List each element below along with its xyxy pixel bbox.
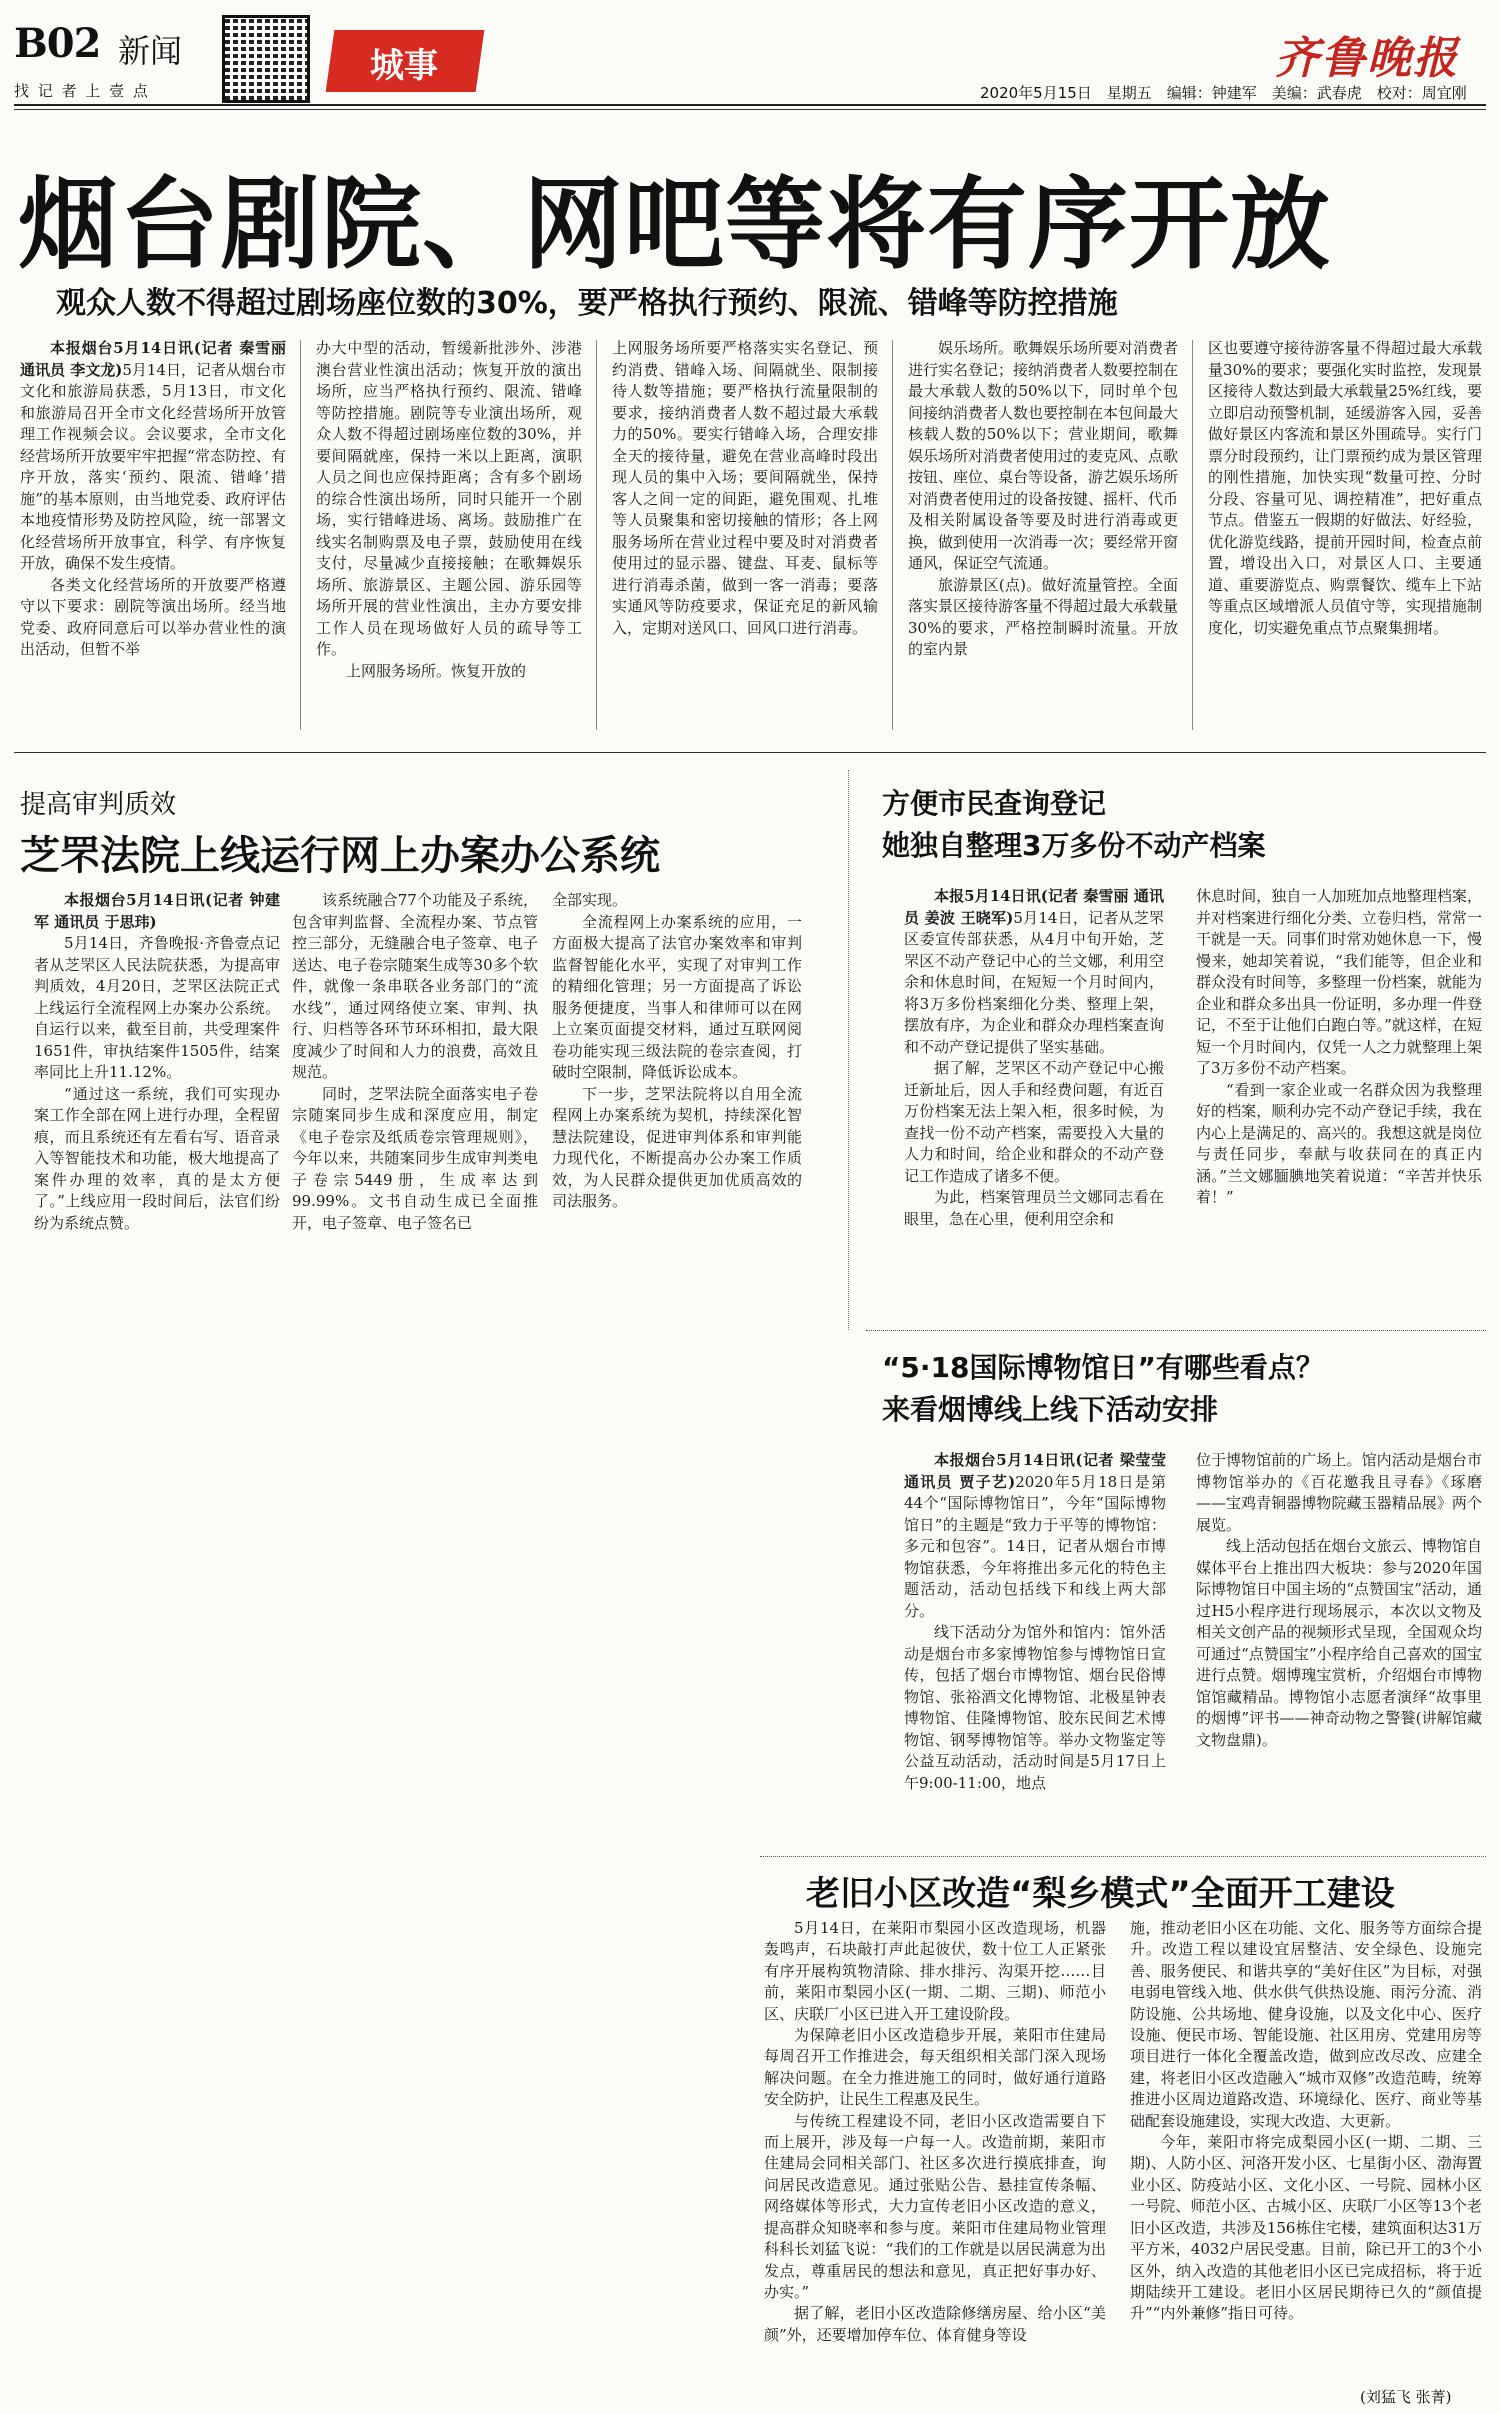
masthead-rule	[14, 104, 1486, 106]
archive-column-2	[1196, 886, 1482, 1326]
court-text: 下一步，芝罘法院将以自用全流程网上办案系统为契机，持续深化智慧法院建设，促进审判体系和审判能力现代化，不断提高办公办案工作质效，为人民群众提供更加优质高效的司法服务。	[552, 1084, 802, 1210]
court-column-3	[552, 890, 802, 1320]
lead-text: 区也要遵守接待游客量不得超过最大承载量30%的要求；要强化实时监控，发现景区接待人数达到最大承载量25%红线，要立即启动预警机制，延缓游客入园，妥善做好景区内客流和景区外围疏导。实行门票分时段预约，让门票预约成为景区管理的刚性措施，加快实现“数量可控、分时分段、容量可见、调控精准”，把好重点节点。借鉴五一假期的好做法、好经验，优化游览线路，提前开园时间，检查点前置，增设出入口，对景区人口、主要通道、重要游览点、购票餐饮、缆车上下站等重点区域增派人员值守等，实现措施制度化，切实避免重点节点聚集拥堵。	[1208, 339, 1482, 637]
museum-column-2	[1196, 1450, 1482, 1846]
column-rule	[1192, 340, 1193, 730]
court-column-2	[292, 890, 538, 1320]
museum-text: 位于博物馆前的广场上。馆内活动是烟台市博物馆举办的《百花邀我且寻春》《琢磨——宝鸡青铜器博物院藏玉器精品展》两个展览。	[1196, 1451, 1482, 1534]
column-rule	[848, 770, 849, 1330]
archive-kicker: 方便市民查询登记	[882, 787, 1107, 820]
masthead-rule-thin	[14, 109, 1486, 110]
lead-byline: 本报烟台5月14日讯(记者 秦雪丽 通讯员 李文龙)	[20, 339, 286, 379]
court-column-1	[34, 890, 280, 1320]
lead-column-5	[1208, 338, 1482, 738]
museum-byline: 本报烟台5月14日讯(记者 梁莹莹 通讯员 贾子艺)	[904, 1451, 1166, 1491]
lead-text: 办大中型的活动，暂缓新批涉外、涉港澳台营业性演出活动；恢复开放的演出场所，应当严格执行预约、限流、错峰等防控措施。剧院等专业演出场所，观众人数不得超过剧场座位数的30%，并要间隔就座，保持一米以上距离，演职人员之间也应保持距离；含有多个剧场的综合性演出场所，同时只能开一个剧场，实行错峰进场、离场。鼓励推广在线实名制购票及电子票，鼓励使用在线支付，尽量减少直接接触；在歌舞娱乐场所、旅游景区、主题公园、游乐园等场所开展的营业性演出，主办方要安排工作人员在现场做好人员的疏导等工作。	[316, 339, 582, 658]
lead-subheadline: 观众人数不得超过剧场座位数的30%，要严格执行预约、限流、错峰等防控措施	[56, 286, 1118, 321]
museum-text: 2020年5月18日是第44个“国际博物馆日”，今年“国际博物馆日”的主题是“致力于平等的博物馆：多元和包容”。14日，记者从烟台市博物馆获悉，今年将推出多元化的特色主题活动，活动包括线下和线上两大部分。	[904, 1472, 1166, 1620]
lead-text: 各类文化经营场所的开放要严格遵守以下要求：剧院等演出场所。经当地党委、政府同意后可以举办营业性的演出活动，但暂不举	[20, 575, 286, 658]
renovation-column-1	[764, 1918, 1106, 2408]
lead-text: 上网服务场所要严格落实实名登记、预约消费、错峰入场、间隔就坐、限制接待人数等措施；要严格执行流量限制的要求，接纳消费者人数不超过最大承载力的50%。要实行错峰入场，合理安排全天的接待量，避免在营业高峰时段出现人员的集中入场；要间隔就坐，保持客人之间一定的间距，避免围观、扎堆等人员聚集和密切接触的情形；各上网服务场所在营业过程中要及时对消费者使用过的显示器、键盘、耳麦、鼠标等进行消毒杀菌，做到一客一消毒；要落实通风等防疫要求，保证充足的新风输入，定期对送风口、回风口进行消毒。	[612, 339, 878, 637]
museum-headline: 来看烟博线上线下活动安排	[882, 1393, 1219, 1426]
archive-headline: 她独自整理3万多份不动产档案	[882, 829, 1266, 862]
lead-headline: 烟台剧院、网吧等将有序开放	[18, 166, 1331, 283]
renovation-text: 据了解，老旧小区改造除修缮房屋、给小区“美颜”外，还要增加停车位、体育健身等设	[764, 2304, 1106, 2344]
archive-column-1	[904, 886, 1164, 1326]
court-headline: 芝罘法院上线运行网上办案办公系统	[20, 833, 660, 879]
court-text: 同时，芝罘法院全面落实电子卷宗随案同步生成和深度应用，制定《电子卷宗及纸质卷宗管理规则》，今年以来，共随案同步生成审判类电子卷宗5449册，生成率达到99.99%。文书自动生成已全面推开，电子签章、电子签名已	[292, 1084, 538, 1232]
museum-text: 线下活动分为馆外和馆内：馆外活动是烟台市多家博物馆参与博物馆日宣传，包括了烟台市博物馆、烟台民俗博物馆、张裕酒文化博物馆、北极星钟表博物馆、佳隆博物馆、胶东民间艺术博物馆、钢琴博物馆等。举办文物鉴定等公益互动活动，活动时间是5月17日上午9:00-11:00，地点	[904, 1623, 1166, 1792]
lead-text: 旅游景区(点)。做好流量管控。全面落实景区接待游客量不得超过最大承载量30%的要求，严格控制瞬时流量。开放的室内景	[908, 575, 1178, 658]
archive-text: 为此，档案管理员兰文娜同志看在眼里，急在心里，便利用空余和	[904, 1188, 1164, 1228]
page-number: B02	[14, 20, 101, 67]
court-text: 全部实现。	[552, 891, 628, 909]
column-rule	[892, 340, 893, 730]
lead-text: 上网服务场所。恢复开放的	[346, 661, 527, 680]
court-text: “通过这一系统，我们可实现办案工作全部在网上进行办理，全程留痕，而且系统还有左看右写、语音录入等智能技术和功能，极大地提高了案件办理的效率，真的是太方便了。”上线应用一段时间后，法官们纷纷为系统点赞。	[34, 1084, 280, 1232]
court-text: 该系统融合77个功能及子系统，包含审判监督、全流程办案、节点管控三部分，无缝融合电子签章、电子送达、电子卷宗随案生成等30多个软件，就像一条串联各业务部门的“流水线”，通过网络使立案、审判、执行、归档等各环节环环相扣，最大限度减少了时间和人力的浪费，高效且规范。	[292, 891, 538, 1081]
lead-column-3	[612, 338, 878, 738]
lead-text: 5月14日，记者从烟台市文化和旅游局获悉，5月13日，市文化和旅游局召开全市文化经营场所开放管理工作视频会议。会议要求，全市文化经营场所开放要牢牢把握“常态防控、有序开放，落实‘预约、限流、错峰’措施”的基本原则，由当地党委、政府评估本地疫情形势及防控风险，统一部署文化经营场所开放事宜，科学、有序恢复开放，确保不发生疫情。	[20, 360, 286, 572]
section-name: 新闻	[118, 32, 183, 70]
renovation-text: 为保障老旧小区改造稳步开展，莱阳市住建局每周召开工作推进会，每天组织相关部门深入现场解决问题。在全力推进施工的同时，做好通行道路安全防护，让民生工程惠及民生。	[764, 2026, 1106, 2109]
archive-text: “看到一家企业或一名群众因为我整理好的档案，顺利办完不动产登记手续，我在内心上是满足的、高兴的。我想这就是岗位与责任同步，奉献与收获同在的真正内涵。”兰文娜腼腆地笑着说道：“辛苦并快乐着！”	[1196, 1080, 1482, 1206]
column-rule	[300, 340, 301, 730]
archive-text: 5月14日，记者从芝罘区委宣传部获悉，从4月中旬开始，芝罘区不动产登记中心的兰文娜，利用空余和休息时间，在短短一个月时间内，将3万多份档案细化分类、整理上架，摆放有序，为企业和群众办理档案查询和不动产登记提供了坚实基础。	[904, 908, 1164, 1056]
archive-byline: 本报5月14日讯(记者 秦雪丽 通讯员 姜波 王晓军)	[904, 887, 1164, 927]
renovation-text: 5月14日，在莱阳市梨园小区改造现场，机器轰鸣声，石块敲打声此起彼伏，数十位工人正紧张有序开展构筑物清除、排水排污、沟渠开挖……目前，莱阳市梨园小区(一期、二期、三期)、师范小区、庆联厂小区已进入开工建设阶段。	[764, 1919, 1106, 2023]
archive-text: 休息时间，独自一人加班加点地整理档案，并对档案进行细化分类、立卷归档，常常一干就是一天。同事们时常劝她休息一下，慢慢来，她却笑着说，“我们能等，但企业和群众没有时间等，多整理一份档案，就能为企业和群众多出具一份证明，多办理一件登记，不至于让他们白跑白等。”就这样，在短短一个月时间内，仅凭一人之力就整理上架了3万多份不动产档案。	[1196, 887, 1482, 1077]
column-rule	[596, 340, 597, 730]
museum-kicker: “5·18国际博物馆日”有哪些看点？	[882, 1351, 1324, 1384]
issue-info: 2020年5月15日 星期五 编辑：钟建军 美编：武春虎 校对：周宜刚	[980, 84, 1467, 102]
lead-column-4	[908, 338, 1178, 738]
section-divider	[760, 1856, 1486, 1857]
renovation-credit: (刘猛飞 张菁)	[1360, 2388, 1452, 2406]
masthead-motto: 找 记 者 上 壹 点	[14, 82, 150, 100]
museum-column-1	[904, 1450, 1166, 1846]
renovation-text: 今年，莱阳市将完成梨园小区(一期、二期、三期)、人防小区、河洛开发小区、七星街小区、渤海置业小区、防疫站小区、文化小区、一号院、园林小区一号院、师范小区、古城小区、庆联厂小区等13个老旧小区改造，共涉及156栋住宅楼，建筑面积达31万平方米，4032户居民受惠。目前，除已开工的3个小区外，纳入改造的其他老旧小区已完成招标，将于近期陆续开工建设。老旧小区居民期待已久的“颜值提升”“内外兼修”指日可待。	[1130, 2133, 1482, 2323]
section-divider	[866, 1330, 1486, 1331]
lead-text: 娱乐场所。歌舞娱乐场所要对消费者进行实名登记；接纳消费者人数要控制在最大承载人数的50%以下，同时单个包间接纳消费者人数也要控制在本包间最大核载人数的50%以下；营业期间，歌舞娱乐场所对消费者使用过的麦克风、点歌按钮、座位、桌台等设备，游艺娱乐场所对消费者使用过的设备按键、摇杆、代币及相关附属设备等要及时进行消毒或更换，做到使用一次消毒一次；要经常开窗通风，保证空气流通。	[908, 339, 1178, 572]
court-kicker: 提高审判质效	[20, 790, 177, 820]
museum-text: 线上活动包括在烟台文旅云、博物馆自媒体平台上推出四大板块：参与2020年国际博物馆日中国主场的“点赞国宝”活动，通过H5小程序进行现场展示，本次以文物及相关文创产品的视频形式呈现，全国观众均可通过“点赞国宝”小程序给自己喜欢的国宝进行点赞。烟博瑰宝赏析，介绍烟台市博物馆馆藏精品。博物馆小志愿者演绎“故事里的烟博”评书——神奇动物之警餮(讲解馆藏文物盘鼎)。	[1196, 1537, 1482, 1749]
court-byline: 本报烟台5月14日讯(记者 钟建军 通讯员 于思玮)	[34, 891, 280, 931]
qr-code-icon[interactable]	[222, 15, 310, 103]
newspaper-logo: 齐鲁晚报	[1275, 33, 1459, 84]
court-text: 5月14日，齐鲁晚报·齐鲁壹点记者从芝罘区人民法院获悉，为提高审判质效，4月20日，芝罘区法院正式上线运行全流程网上办案办公系统。自运行以来，截至目前，共受理案件1651件，审执结案件1505件，结案率同比上升11.12%。	[34, 934, 280, 1081]
renovation-column-2	[1130, 1918, 1482, 2388]
renovation-text: 与传统工程建设不同，老旧小区改造需要自下而上展开，涉及每一户每一人。改造前期，莱阳市住建局会同相关部门、社区多次进行摸底排查，询问居民改造意见。通过张贴公告、悬挂宣传条幅、网络媒体等形式，大力宣传老旧小区改造的意义，提高群众知晓率和参与度。莱阳市住建局物业管理科科长刘猛飞说：“我们的工作就是以居民满意为出发点，尊重居民的想法和意见，真正把好事办好、办实。”	[764, 2111, 1106, 2301]
section-divider	[14, 752, 1486, 753]
lead-column-2	[316, 338, 582, 738]
archive-text: 据了解，芝罘区不动产登记中心搬迁新址后，因人手和经费问题，有近百万份档案无法上架入柜，很多时候，为查找一份不动产档案，需要投入大量的人力和时间，给企业和群众的不动产登记工作造成了诸多不便。	[904, 1059, 1164, 1185]
renovation-headline: 老旧小区改造“梨乡模式”全面开工建设	[806, 1874, 1395, 1914]
section-badge-label: 城事	[370, 46, 438, 86]
court-text: 全流程网上办案系统的应用，一方面极大提高了法官办案效率和审判监督智能化水平，实现了对审判工作的精细化管理；另一方面提高了诉讼服务便捷度，当事人和律师可以在网上立案页面提交材料，通过互联网阅卷功能实现三级法院的卷宗查阅，打破时空限制，降低诉讼成本。	[552, 912, 802, 1081]
renovation-text: 施，推动老旧小区在功能、文化、服务等方面综合提升。改造工程以建设宜居整洁、安全绿色、设施完善、服务便民、和谐共享的“美好住区”为目标，对强电弱电管线入地、供水供气供热设施、雨污分流、消防设施、公共场地、健身设施，以及文化中心、医疗设施、便民市场、智能设施、社区用房、党建用房等项目进行一体化全覆盖改造，做到应改尽改、应建全建，将老旧小区改造融入“城市双修”改造范畴，统筹推进小区周边道路改造、环境绿化、医疗、商业等基础配套设施建设，实现大改造、大更新。	[1130, 1919, 1482, 2130]
lead-column-1	[20, 338, 286, 738]
